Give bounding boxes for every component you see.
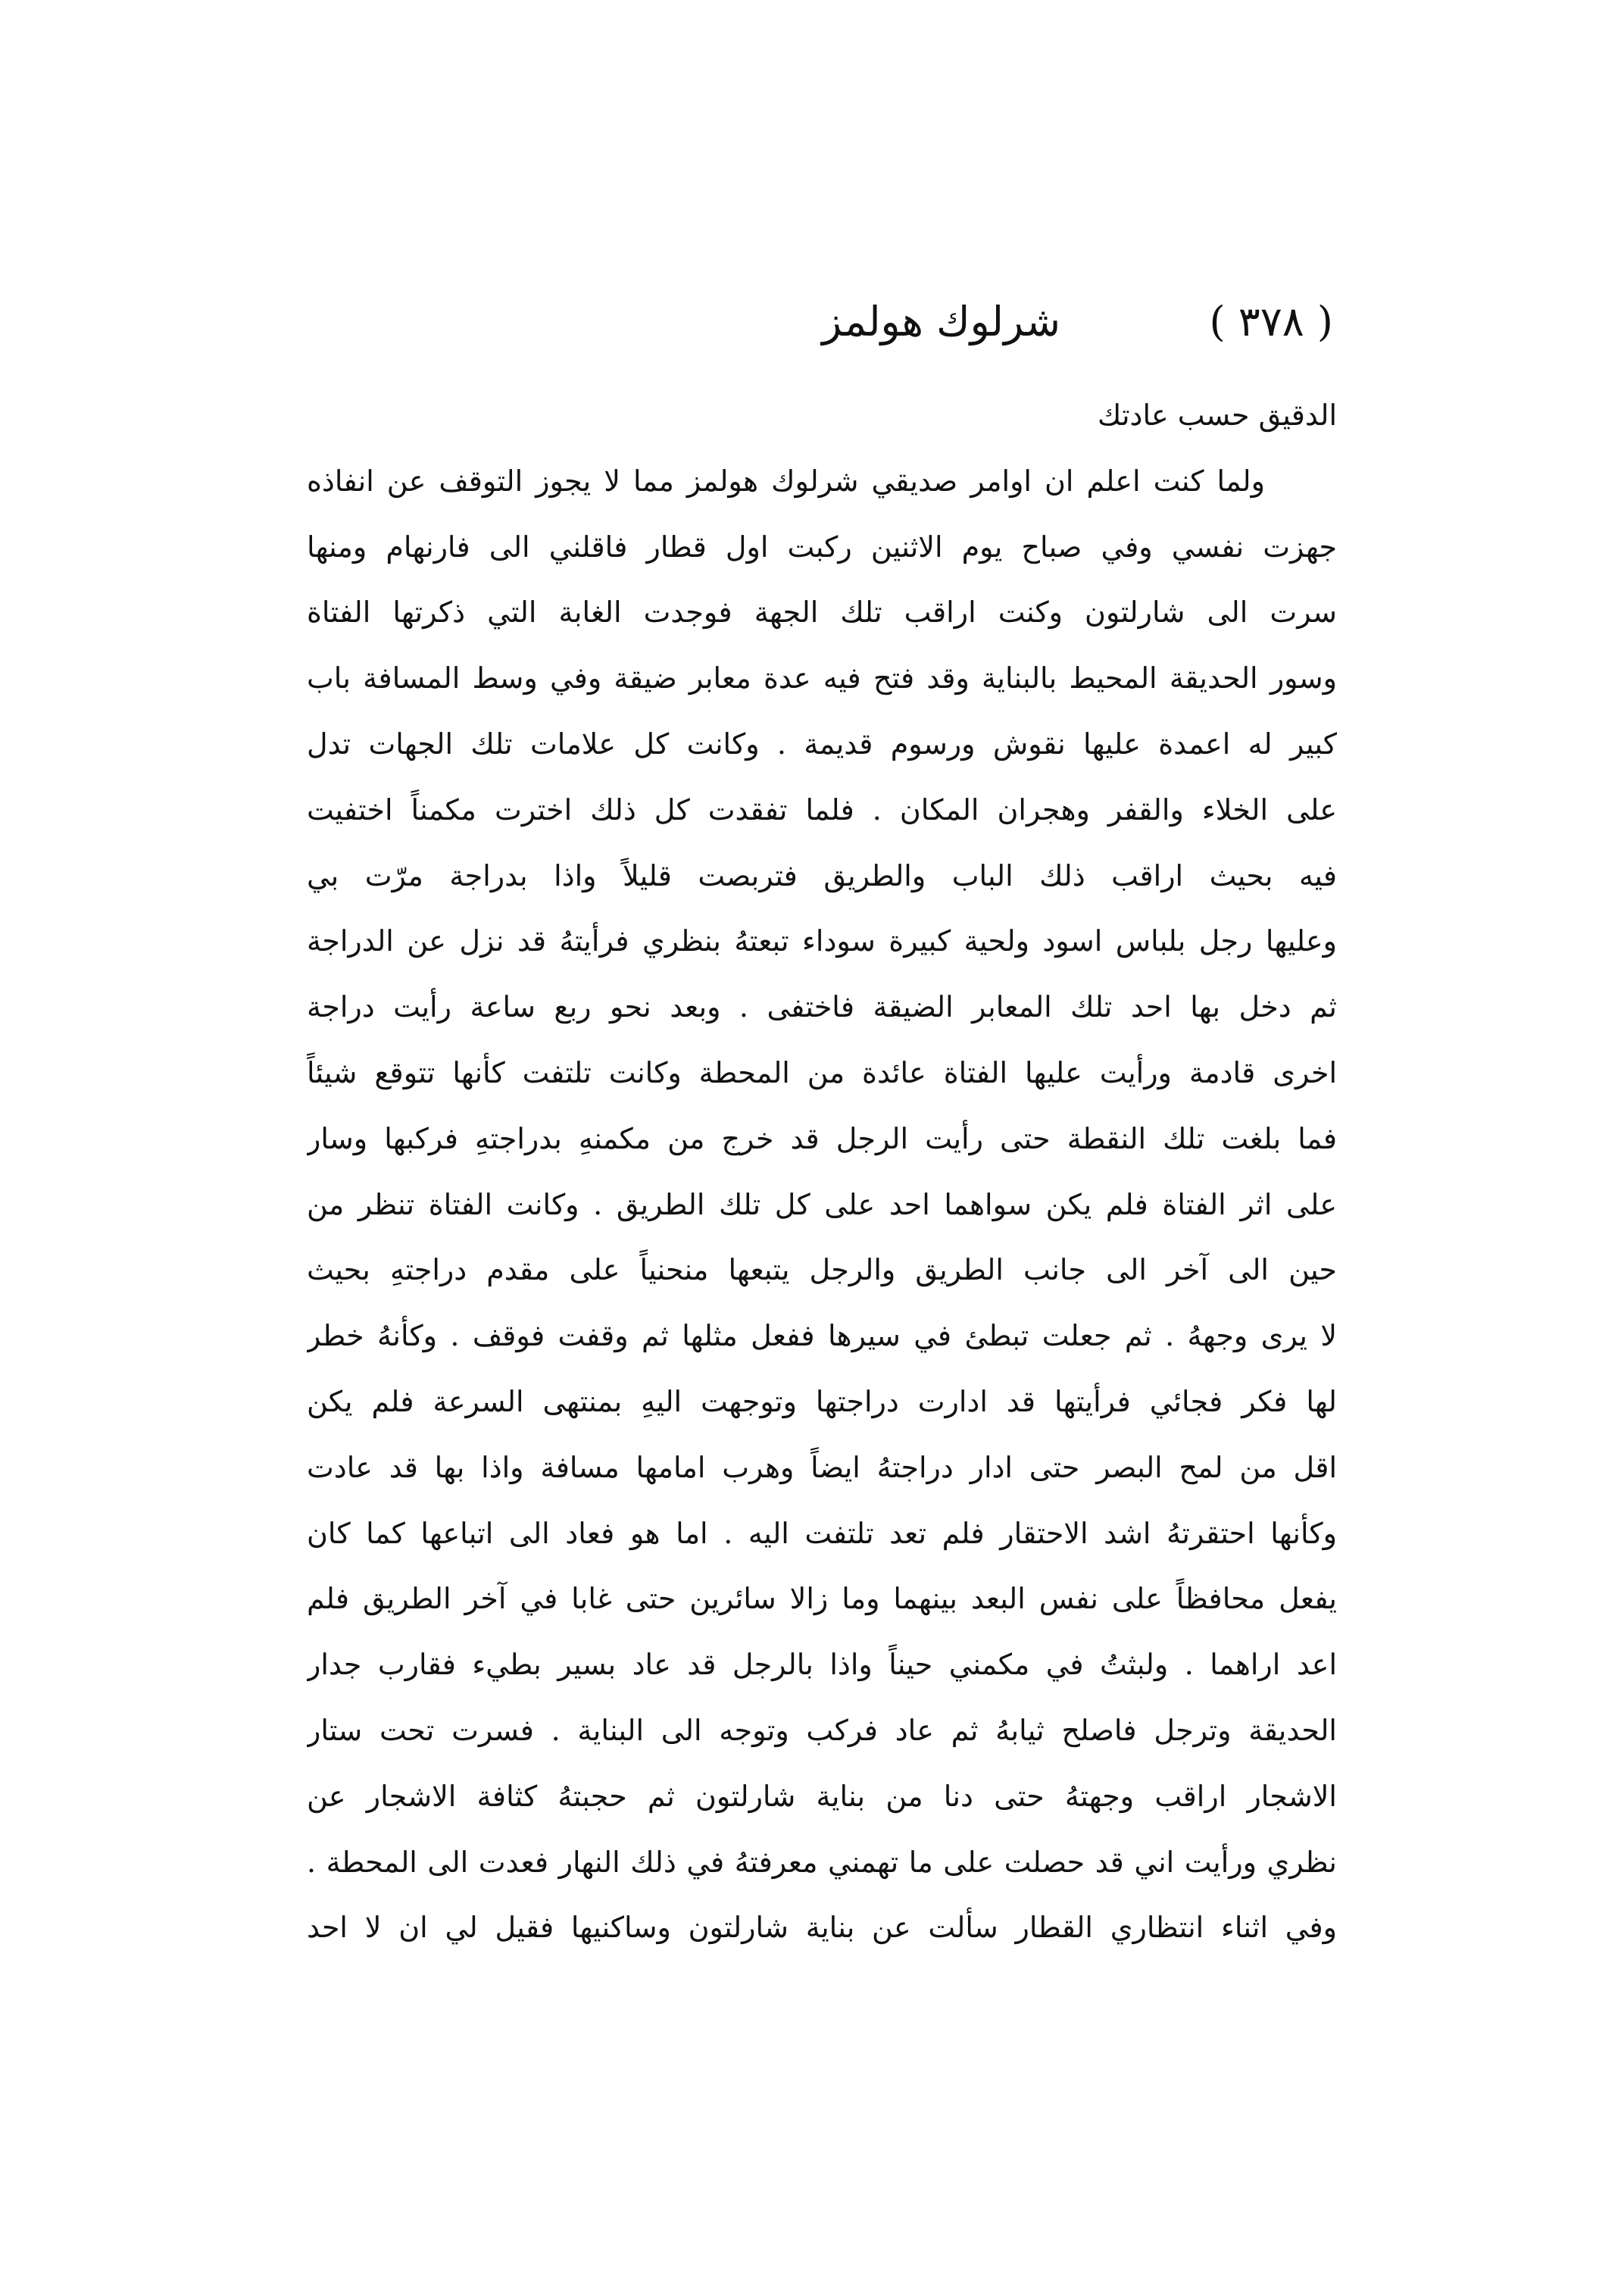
- page-header: [311, 288, 1333, 356]
- text-line: ثم دخل بها احد تلك المعابر الضيقة فاختفى . وبعد نحو ربع ساعة رأيت دراجة: [307, 990, 1337, 1024]
- text-line: ولما كنت اعلم ان اوامر صديقي شرلوك هولمز مما لا يجوز التوقف عن انفاذه: [307, 464, 1265, 498]
- page-number: ( ٣٧٨ ): [1209, 298, 1333, 345]
- text-line: يفعل محافظاً على نفس البعد بينهما وما زالا سائرين حتى غابا في آخر الطريق فلم: [307, 1582, 1337, 1616]
- text-line: اخرى قادمة ورأيت عليها الفتاة عائدة من المحطة وكانت تلتفت كأنها تتوقع شيئاً: [307, 1055, 1337, 1089]
- text-line: اقل من لمح البصر حتى ادار دراجتهُ ايضاً وهرب امامها مسافة واذا بها قد عادت: [307, 1450, 1337, 1484]
- text-line: لا يرى وجههُ . ثم جعلت تبطئ في سيرها ففعل مثلها ثم وقفت فوقف . وكأنهُ خطر: [307, 1319, 1337, 1353]
- text-line: حين الى آخر الى جانب الطريق والرجل يتبعها منحنياً على مقدم دراجتهِ بحيث: [307, 1253, 1337, 1287]
- text-line: نظري ورأيت اني قد حصلت على ما تهمني معرفتهُ في ذلك النهار فعدت الى المحطة .: [307, 1845, 1337, 1879]
- text-line: وكأنها احتقرتهُ اشد الاحتقار فلم تعد تلتفت اليه . اما هو فعاد الى اتباعها كما كان: [307, 1516, 1337, 1550]
- text-line: فيه بحيث اراقب ذلك الباب والطريق فتربصت قليلاً واذا بدراجة مرّت بي: [307, 858, 1337, 892]
- text-line: وسور الحديقة المحيط بالبناية وقد فتح فيه عدة معابر ضيقة وفي وسط المسافة باب: [307, 661, 1337, 695]
- text-line: وفي اثناء انتظاري القطار سألت عن بناية شارلتون وساكنيها فقيل لي ان لا احد: [307, 1911, 1337, 1945]
- text-line: كبير له اعمدة عليها نقوش ورسوم قديمة . وكانت كل علامات تلك الجهات تدل: [307, 727, 1337, 761]
- text-line: فما بلغت تلك النقطة حتى رأيت الرجل قد خرج من مكمنهِ بدراجتهِ فركبها وسار: [307, 1121, 1337, 1155]
- text-line: الاشجار اراقب وجهتهُ حتى دنا من بناية شارلتون ثم حجبتهُ كثافة الاشجار عن: [307, 1779, 1337, 1813]
- text-line: على الخلاء والقفر وهجران المكان . فلما تفقدت كل ذلك اخترت مكمناً اختفيت: [307, 792, 1337, 827]
- text-line: الحديقة وترجل فاصلح ثيابهُ ثم عاد فركب وتوجه الى البناية . فسرت تحت ستار: [307, 1713, 1337, 1747]
- body-text: [307, 383, 1337, 1961]
- text-line: اعد اراهما . ولبثتُ في مكمني حيناً واذا بالرجل قد عاد بسير بطيء فقارب جدار: [307, 1648, 1337, 1682]
- text-line: لها فكر فجائي فرأيتها قد ادارت دراجتها وتوجهت اليهِ بمنتهى السرعة فلم يكن: [307, 1384, 1337, 1418]
- text-line: وعليها رجل بلباس اسود ولحية كبيرة سوداء تبعتهُ بنظري فرأيتهُ قد نزل عن الدراجة: [307, 924, 1337, 958]
- text-line: جهزت نفسي وفي صباح يوم الاثنين ركبت اول قطار فاقلني الى فارنهام ومنها: [307, 530, 1337, 564]
- text-line: الدقيق حسب عادتك: [1097, 399, 1337, 432]
- text-line: سرت الى شارلتون وكنت اراقب تلك الجهة فوجدت الغابة التي ذكرتها الفتاة: [307, 595, 1337, 630]
- running-title: شرلوك هولمز: [822, 298, 1060, 345]
- text-line: على اثر الفتاة فلم يكن سواهما احد على كل تلك الطريق . وكانت الفتاة تنظر من: [307, 1187, 1337, 1221]
